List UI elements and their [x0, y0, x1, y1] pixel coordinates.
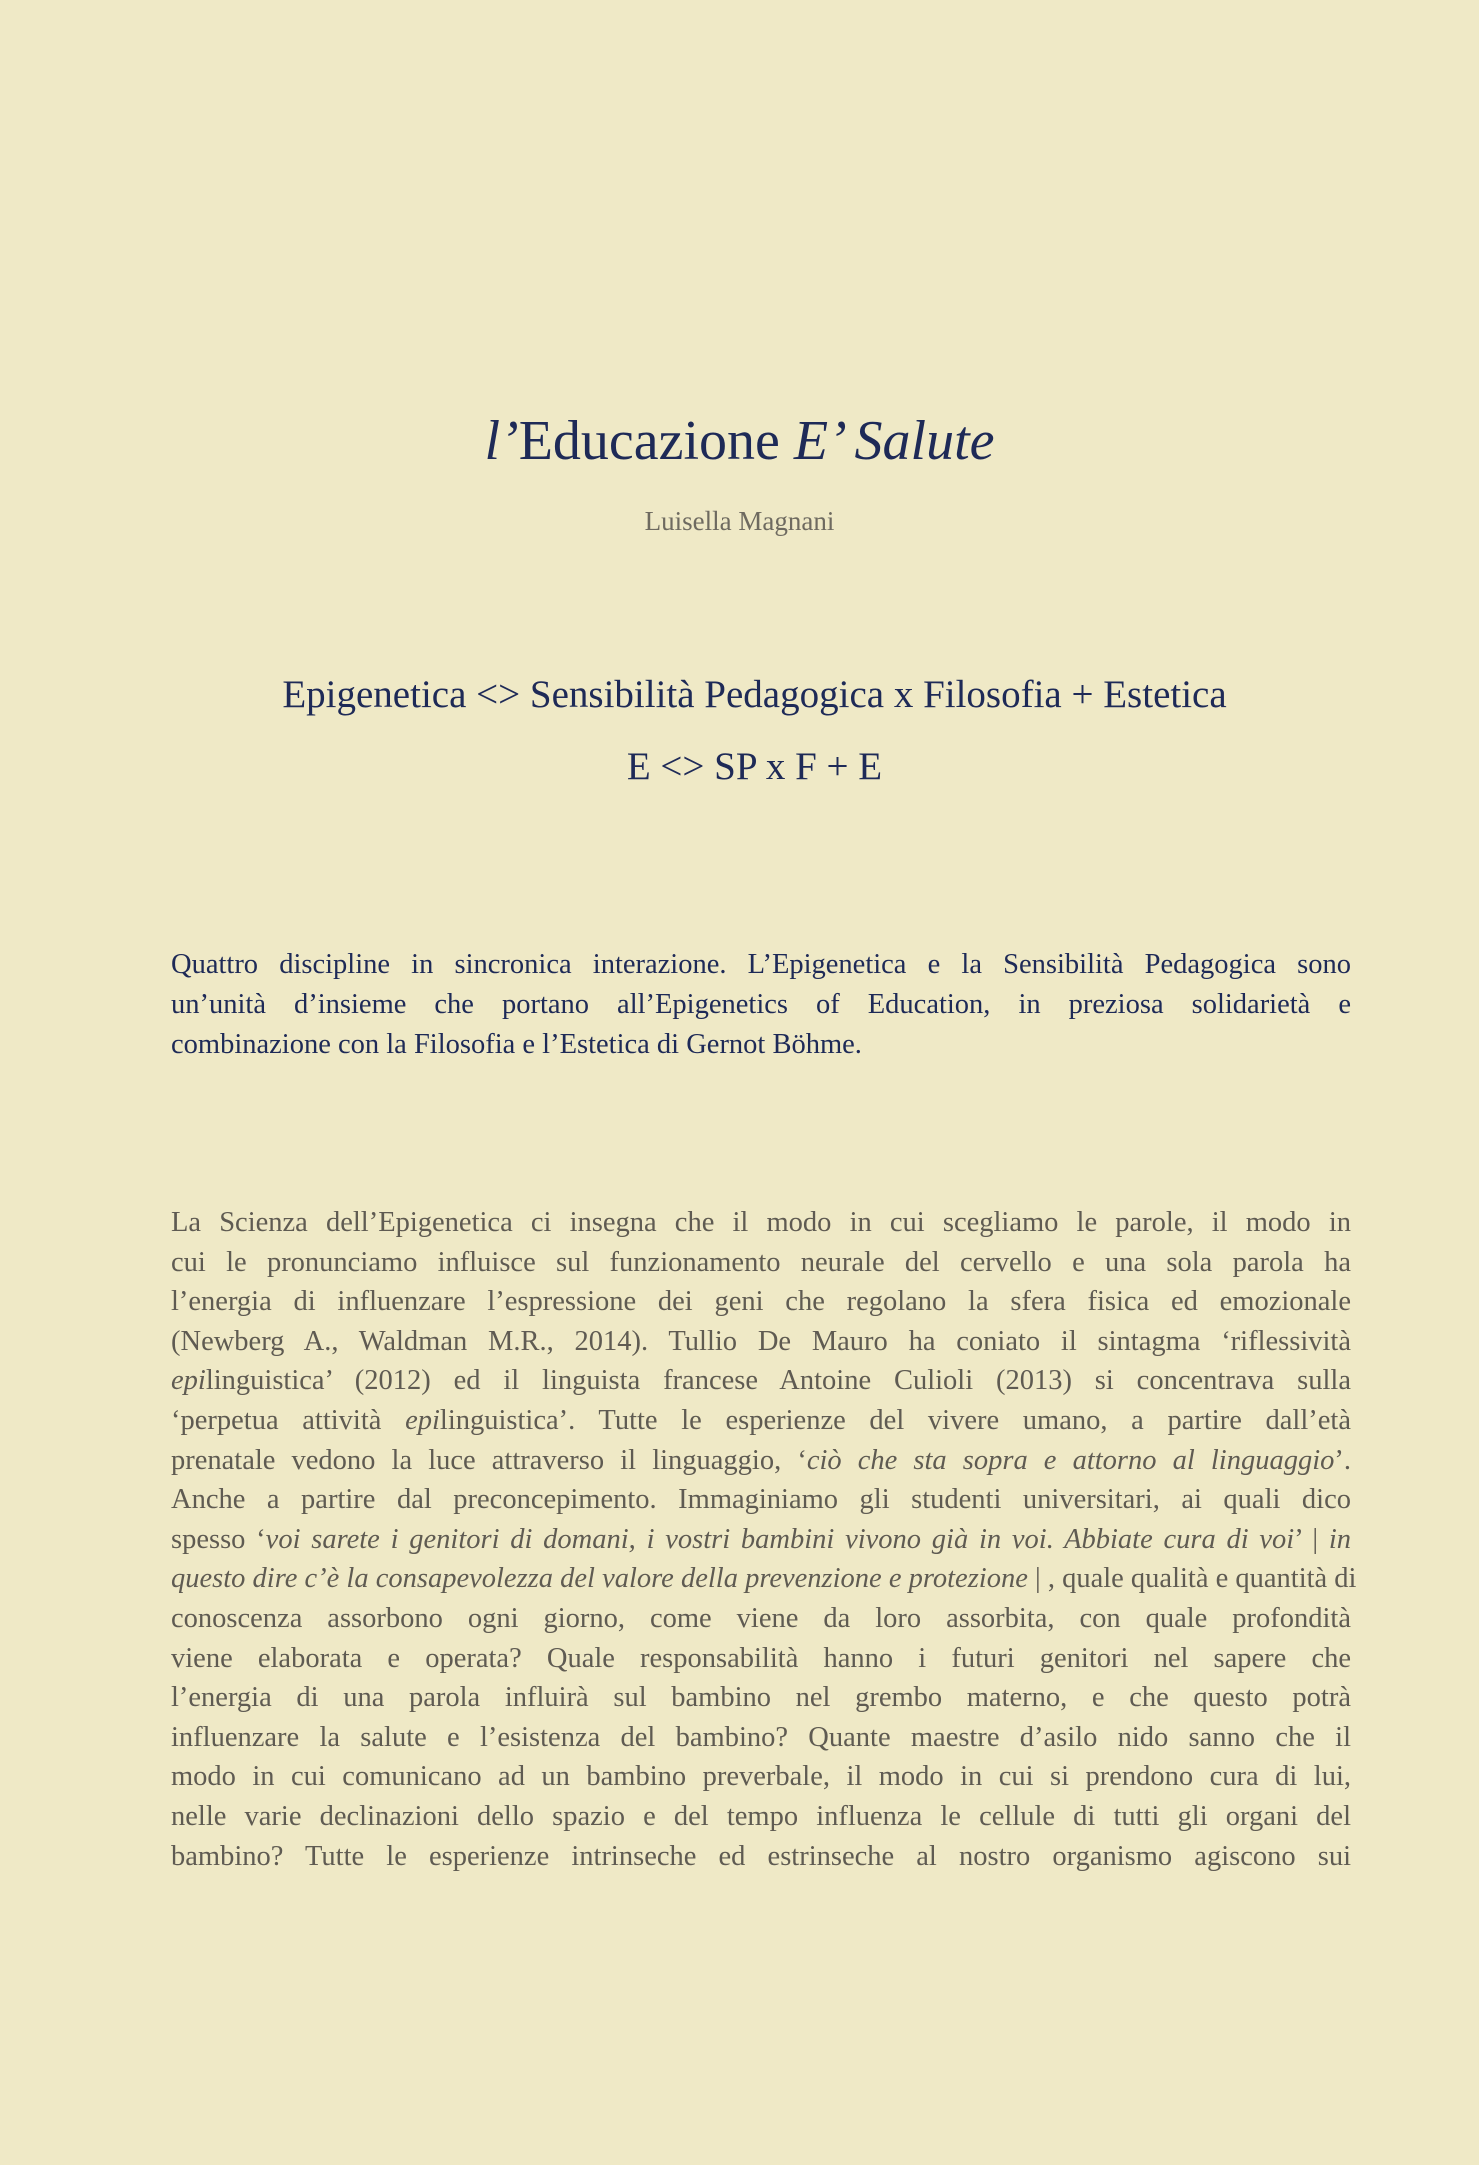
- formula-short: E <> SP x F + E: [626, 745, 883, 788]
- author-name: Luisella Magnani: [644, 506, 835, 536]
- abstract-paragraph: [171, 945, 1351, 1065]
- document-title: [0, 405, 1479, 477]
- abstract-line: Quattro discipline in sincronica interazione. L’Epigenetica e la Sensibilità Pedagogica sono: [171, 949, 1351, 980]
- body-line: l’energia di influenzare l’espressione dei geni che regolano la sfera fisica ed emozionale: [171, 1286, 1351, 1318]
- body-italic: questo dire c’è la consapevolezza del valore della prevenzione e protezione: [171, 1563, 1028, 1595]
- body-line: modo in cui comunicano ad un bambino preverbale, il modo in cui si prendono cura di lui,: [171, 1761, 1351, 1793]
- body-line: [171, 1559, 1357, 1599]
- body-line: [171, 1441, 1351, 1481]
- abstract-line: un’unità d’insieme che portano all’Epigenetics of Education, in preziosa solidarietà e: [171, 989, 1351, 1020]
- body-line: cui le pronunciamo influisce sul funzionamento neurale del cervello e una sola parola ha: [171, 1246, 1351, 1278]
- body-italic: epi: [405, 1404, 440, 1436]
- body-text-run: ’.: [1334, 1444, 1352, 1476]
- title-part-1: l’: [484, 410, 519, 472]
- body-line: La Scienza dell’Epigenetica ci insegna che il modo in cui scegliamo le parole, il modo in: [171, 1207, 1351, 1238]
- body-line: Anche a partire dal preconcepimento. Immaginiamo gli studenti universitari, ai quali dico: [171, 1484, 1351, 1516]
- body-line: viene elaborata e operata? Quale responsabilità hanno i futuri genitori nel sapere che: [171, 1642, 1351, 1674]
- body-text-run: linguistica’ (2012) ed il linguista francese Antoine Culioli (2013) si concentrava sulla: [205, 1365, 1351, 1397]
- body-line: [171, 1401, 1351, 1441]
- body-line: l’energia di una parola influirà sul bambino nel grembo materno, e che questo potrà: [171, 1682, 1351, 1714]
- body-text-run: ‘perpetua attività: [171, 1404, 406, 1436]
- title-part-3: E’ Salute: [793, 410, 995, 472]
- body-italic: epi: [171, 1365, 206, 1397]
- body-line: bambino? Tutte le esperienze intrinseche ed estrinseche al nostro organismo agiscono sui: [171, 1840, 1351, 1872]
- body-line: (Newberg A., Waldman M.R., 2014). Tullio De Mauro ha coniato il sintagma ‘riflessività: [171, 1325, 1351, 1357]
- body-line: influenzare la salute e l’esistenza del bambino? Quante maestre d’asilo nido sanno che il: [171, 1721, 1351, 1753]
- title-part-2: Educazione: [518, 410, 794, 472]
- body-italic: voi sarete i genitori di domani, i vostri bambini vivono già in voi. Abbiate cura di voi: [265, 1523, 1295, 1555]
- body-italic: in: [1328, 1523, 1351, 1555]
- body-text-run: ’ |: [1294, 1523, 1329, 1555]
- abstract-line: combinazione con la Filosofia e l’Estetica di Gernot Böhme.: [171, 1029, 862, 1060]
- body-paragraph: [171, 1203, 1357, 1876]
- formula-long: Epigenetica <> Sensibilità Pedagogica x Filosofia + Estetica: [282, 673, 1227, 716]
- body-line: nelle varie declinazioni dello spazio e del tempo influenza le cellule di tutti gli organi del: [171, 1800, 1351, 1832]
- body-line: [171, 1520, 1351, 1560]
- body-text-run: | , quale qualità e quantità di: [1027, 1563, 1357, 1595]
- body-text-run: spesso ‘: [171, 1523, 266, 1555]
- body-line: [171, 1361, 1351, 1401]
- body-text-run: prenatale vedono la luce attraverso il linguaggio, ‘: [171, 1444, 807, 1476]
- body-text-run: linguistica’. Tutte le esperienze del vivere umano, a partire dall’età: [439, 1404, 1351, 1436]
- body-italic: ciò che sta sopra e attorno al linguaggio: [806, 1444, 1335, 1476]
- body-line: conoscenza assorbono ogni giorno, come viene da loro assorbita, con quale profondità: [171, 1602, 1351, 1634]
